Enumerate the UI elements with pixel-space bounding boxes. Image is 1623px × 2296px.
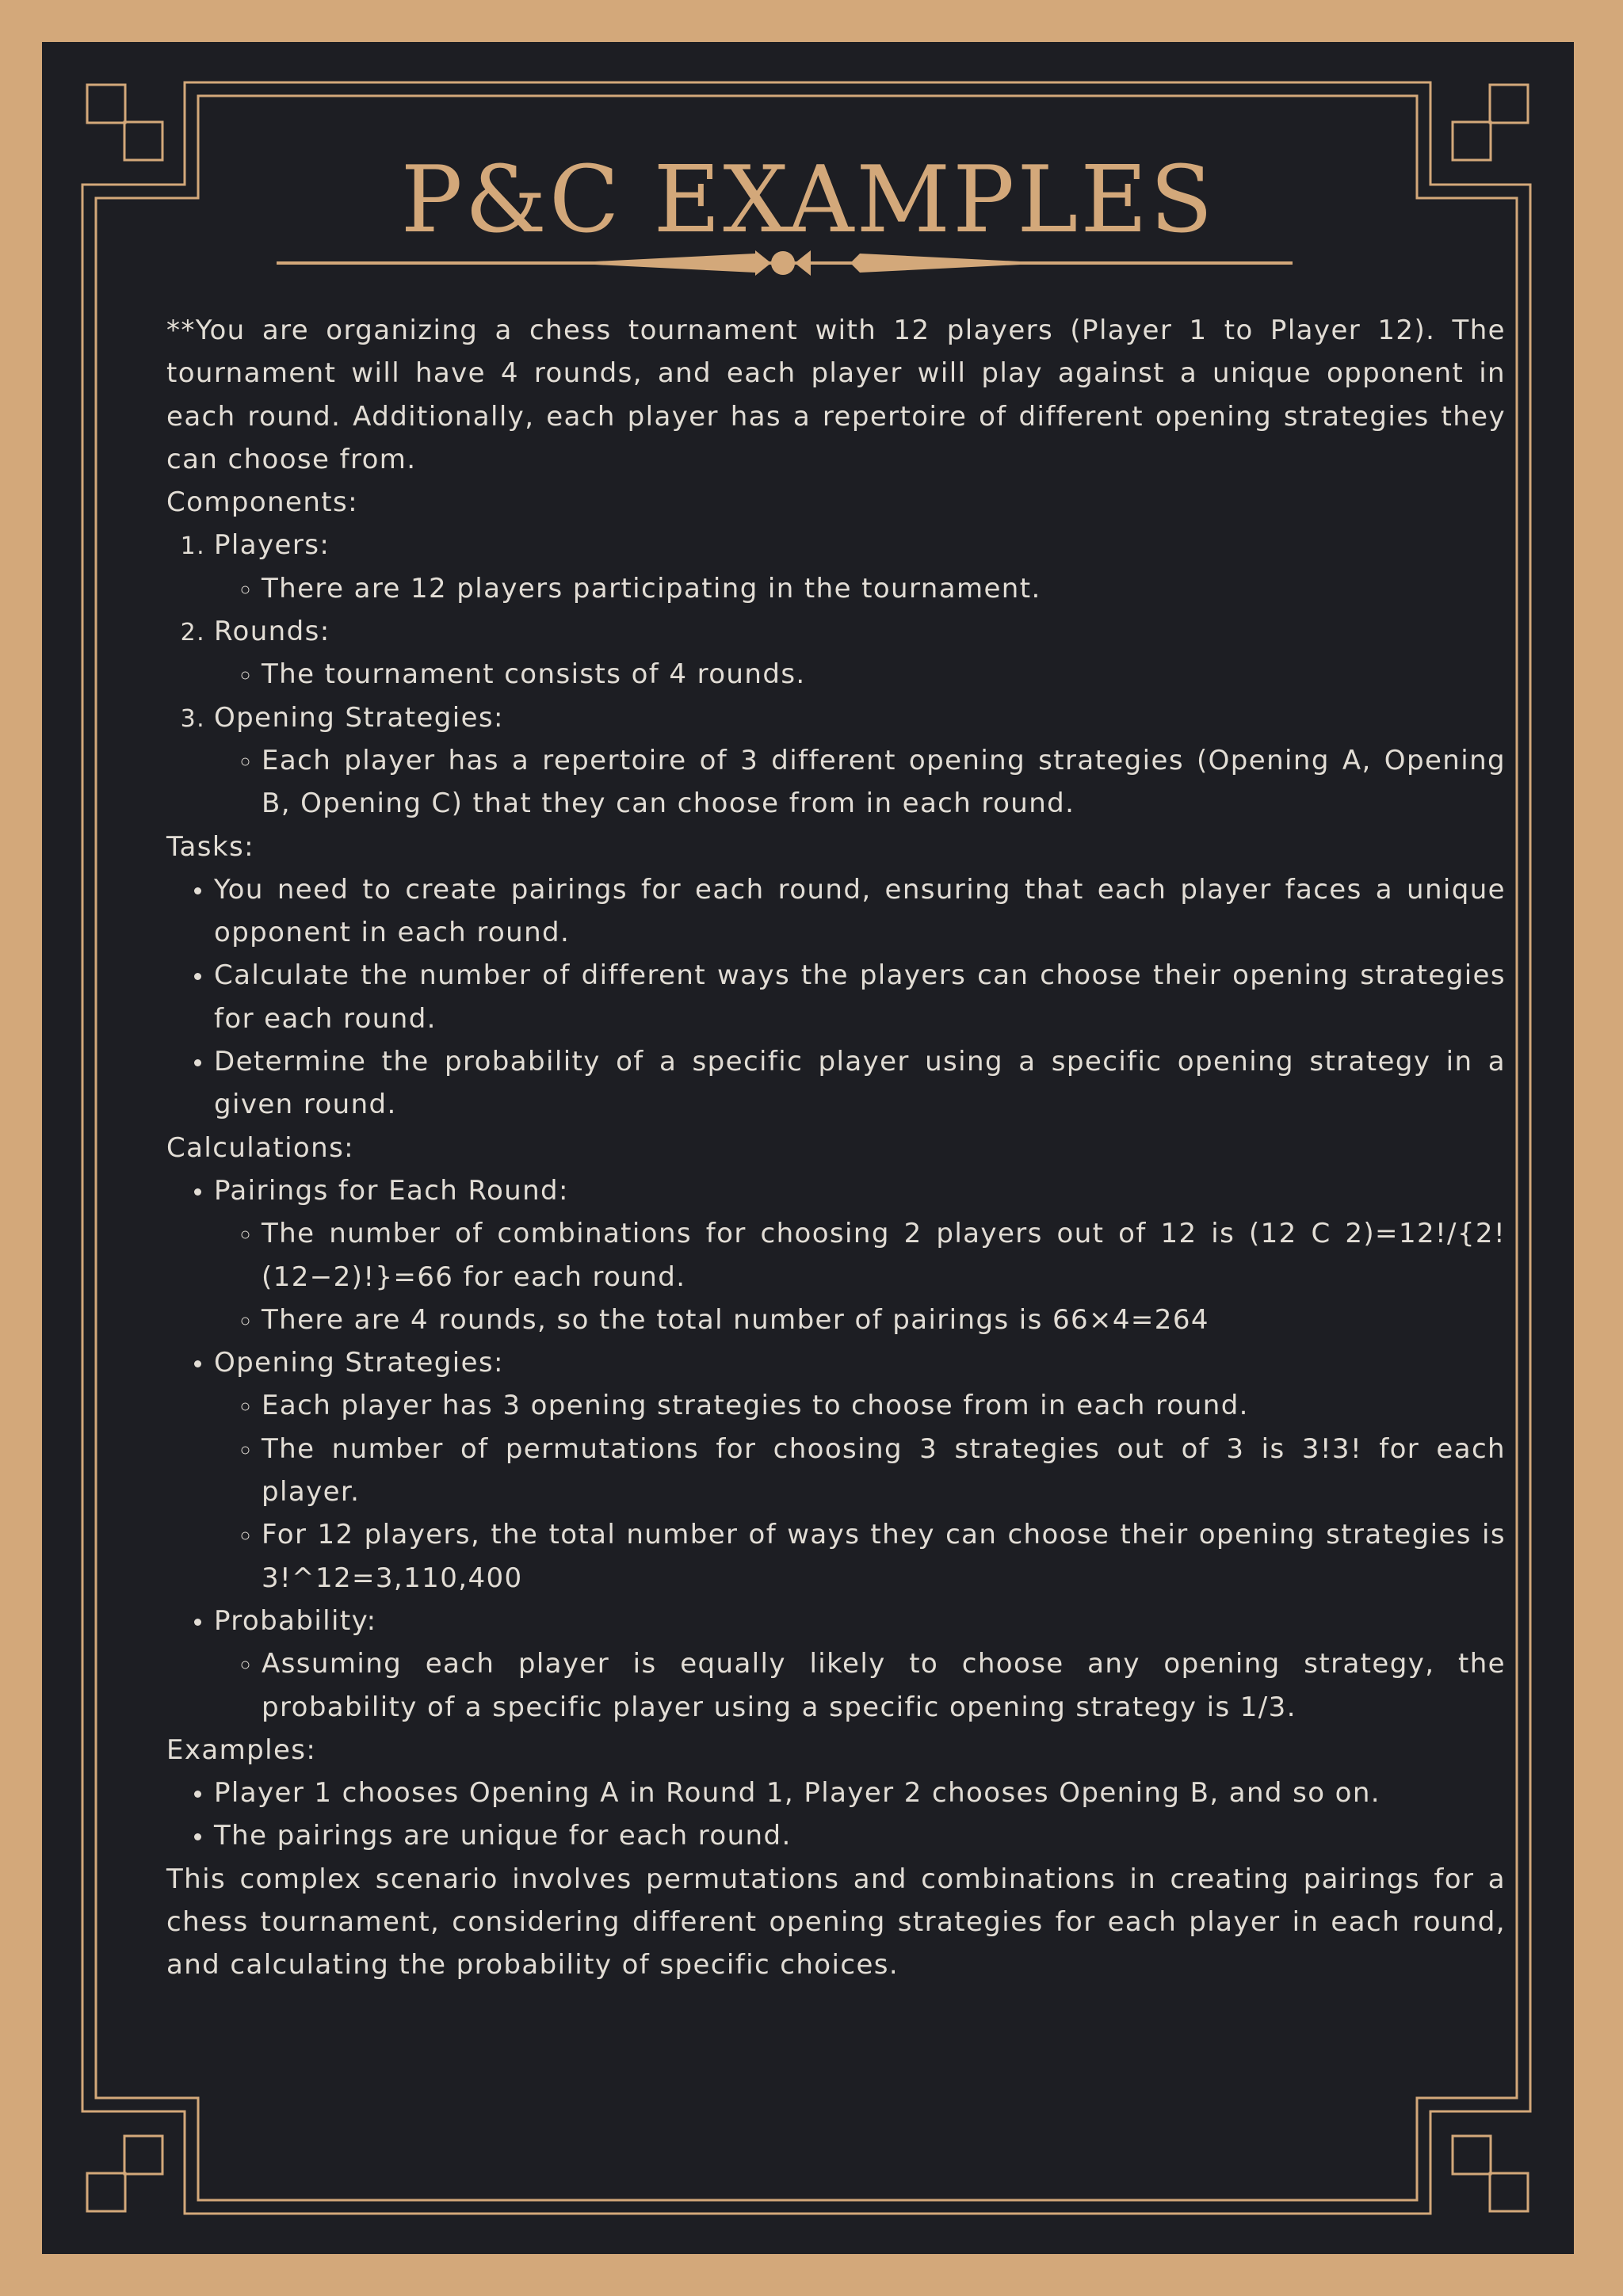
sub-list — [214, 653, 1506, 696]
page-title: P&C EXAMPLES — [400, 147, 1216, 254]
sub-list — [214, 1212, 1506, 1341]
list-item: • Pairings for Each Round: ◦ The number of combinations for choosing 2 players out of 12 is (12 C 2)=12!/{2!(12−2)!}=66 for each round. ◦ There are 4 rounds, so the total number of pairings is 66×4=264 — [214, 1169, 1506, 1341]
components-heading: Components: — [166, 486, 358, 519]
list-item: ◦ The number of permutations for choosing 3 strategies out of 3 is 3!3! for each player. — [262, 1428, 1506, 1514]
conclusion-paragraph: This complex scenario involves permutations and combinations in creating pairings for a chess tournament, considering different opening strategies for each player in each round, and calculating the probability of specific choices. — [166, 1863, 1506, 1981]
list-item: ◦ There are 4 rounds, so the total number of pairings is 66×4=264 — [262, 1299, 1506, 1341]
list-item: • The pairings are unique for each round. — [214, 1814, 1506, 1857]
list-item: ◦ Each player has a repertoire of 3 different opening strategies (Opening A, Opening B, Opening C) that they can choose from in each round. — [262, 739, 1506, 826]
calculations-list — [166, 1169, 1506, 1729]
list-item: ◦ The number of combinations for choosing 2 players out of 12 is (12 C 2)=12!/{2!(12−2)!}=66 for each round. — [262, 1212, 1506, 1299]
examples-list — [166, 1772, 1506, 1858]
document-body — [166, 309, 1506, 1987]
list-item: • Player 1 chooses Opening A in Round 1, Player 2 chooses Opening B, and so on. — [214, 1772, 1506, 1814]
tasks-heading: Tasks: — [166, 830, 254, 863]
list-item: • You need to create pairings for each round, ensuring that each player faces a unique opponent in each round. — [214, 868, 1506, 955]
list-item: 3. Opening Strategies: ◦ Each player has a repertoire of 3 different opening strategies (Opening A, Opening B, Opening C) that they can choose from in each round. — [214, 696, 1506, 826]
sub-list — [214, 739, 1506, 826]
examples-heading: Examples: — [166, 1733, 317, 1766]
list-item: • Calculate the number of different ways the players can choose their opening strategies for each round. — [214, 954, 1506, 1040]
poster-card — [42, 42, 1574, 2254]
sub-list — [214, 1642, 1506, 1729]
list-item: • Probability: ◦ Assuming each player is equally likely to choose any opening strategy, the probability of a specific player using a specific opening strategy is 1/3. — [214, 1600, 1506, 1729]
list-item: 1. Players: ◦ There are 12 players participating in the tournament. — [214, 524, 1506, 610]
sub-list — [214, 567, 1506, 610]
list-item: ◦ The tournament consists of 4 rounds. — [262, 653, 1506, 696]
list-item: ◦ Assuming each player is equally likely to choose any opening strategy, the probability of a specific player using a specific opening strategy is 1/3. — [262, 1642, 1506, 1729]
list-item: ◦ For 12 players, the total number of ways they can choose their opening strategies is 3!^12=3,110,400 — [262, 1513, 1506, 1600]
list-item: • Determine the probability of a specific player using a specific opening strategy in a given round. — [214, 1040, 1506, 1127]
sub-list — [214, 1384, 1506, 1599]
list-item: ◦ Each player has 3 opening strategies to choose from in each round. — [262, 1384, 1506, 1427]
tasks-list — [166, 868, 1506, 1127]
list-item: 2. Rounds: ◦ The tournament consists of 4 rounds. — [214, 610, 1506, 696]
intro-paragraph: **You are organizing a chess tournament with 12 players (Player 1 to Player 12). The tournament will have 4 rounds, and each player will play against a unique opponent in each round. Additionally, each player has a repertoire of different opening strategies they can choose from. — [166, 315, 1506, 475]
list-item: • Opening Strategies: ◦ Each player has 3 opening strategies to choose from in each round. ◦ The number of permutations for choosing 3 strategies out of 3 is 3!3! for each player. ◦ For 12 players, the total number of ways they can choose their opening strategies is 3!^12=3,110,400 — [214, 1341, 1506, 1600]
calculations-heading: Calculations: — [166, 1131, 355, 1164]
list-item: ◦ There are 12 players participating in the tournament. — [262, 567, 1506, 610]
components-list — [166, 524, 1506, 825]
